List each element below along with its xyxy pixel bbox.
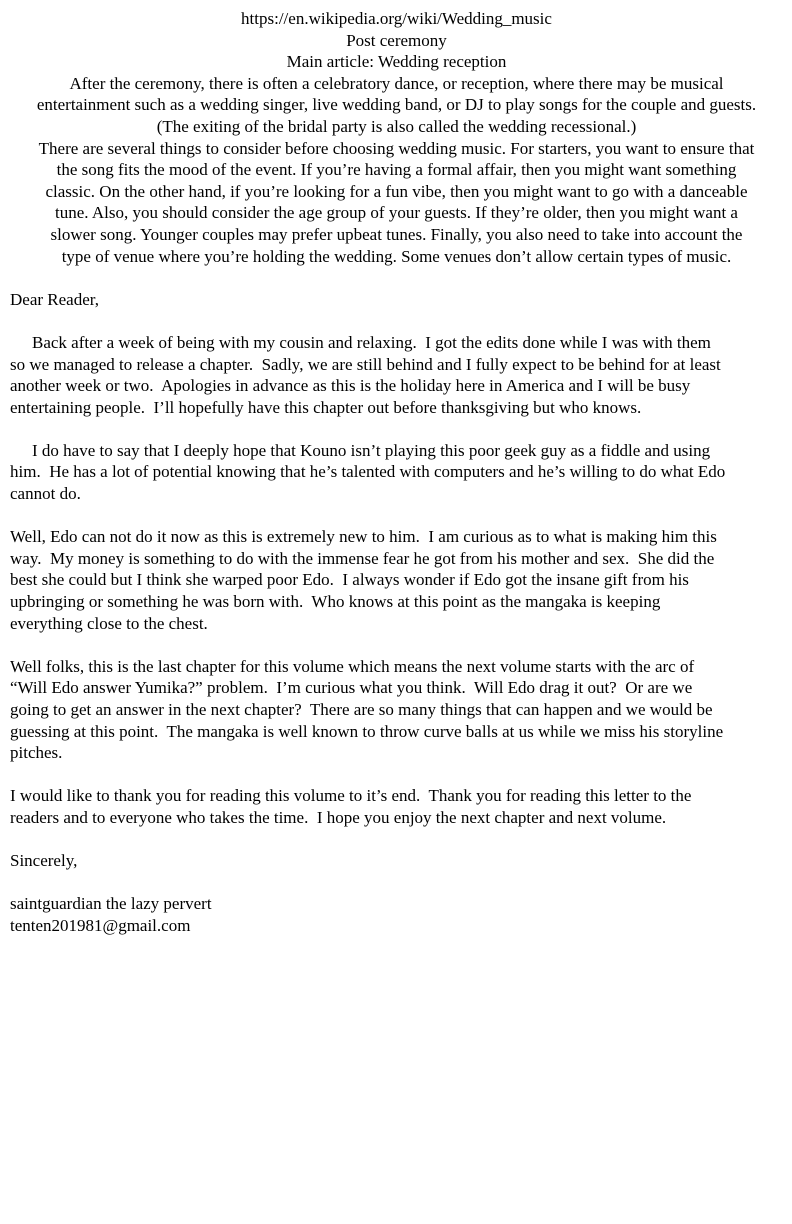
paragraph — [10, 526, 783, 634]
text-line: Post ceremony — [346, 30, 447, 50]
text-line: guessing at this point. The mangaka is well known to throw curve balls at us while we miss his storyline — [10, 721, 724, 741]
paragraph — [10, 656, 783, 764]
text-line: best she could but I think she warped poor Edo. I always wonder if Edo got the insane gift from his — [10, 570, 689, 590]
text-line: entertaining people. I’ll hopefully have this chapter out before thanksgiving but who knows. — [10, 397, 642, 417]
text-line: After the ceremony, there is often a celebratory dance, or reception, where there may be musical — [69, 73, 724, 93]
text-line: upbringing or something he was born with. Who knows at this point as the mangaka is keeping — [10, 592, 661, 612]
text-line: slower song. Younger couples may prefer upbeat tunes. Finally, you also need to take into account the — [50, 224, 743, 244]
salutation: Dear Reader, — [10, 289, 99, 309]
text-line: https://en.wikipedia.org/wiki/Wedding_music — [241, 9, 552, 28]
reader-letter — [10, 289, 783, 937]
paragraph — [10, 440, 783, 505]
text-line: going to get an answer in the next chapter? There are so many things that can happen and we would be — [10, 700, 713, 719]
closing: Sincerely, — [10, 851, 78, 871]
text-line: readers and to everyone who takes the time. I hope you enjoy the next chapter and next volume. — [10, 807, 667, 827]
text-line: classic. On the other hand, if you’re looking for a fun vibe, then you might want to go with a danceable — [45, 181, 748, 201]
text-line: type of venue where you’re holding the wedding. Some venues don’t allow certain types of music. — [61, 246, 732, 266]
text-line: another week or two. Apologies in advance as this is the holiday here in America and I will be busy — [10, 376, 691, 396]
text-line: entertainment such as a wedding singer, live wedding band, or DJ to play songs for the couple and guests. — [36, 95, 757, 115]
signature-email: tenten201981@gmail.com — [10, 915, 191, 935]
signature-name: saintguardian the lazy pervert — [10, 894, 212, 914]
wikipedia-excerpt-block — [10, 8, 783, 267]
text-line: There are several things to consider before choosing wedding music. For starters, you want to ensure that — [38, 138, 755, 158]
text-line: Well, Edo can not do it now as this is extremely new to him. I am curious as to what is making him this — [10, 527, 717, 547]
text-line: Main article: Wedding reception — [286, 52, 507, 72]
text-line: the song fits the mood of the event. If you’re having a formal affair, then you might want something — [56, 160, 737, 180]
text-line: I do have to say that I deeply hope that Kouno isn’t playing this poor geek guy as a fiddle and using — [32, 440, 711, 460]
letter-paragraphs — [10, 332, 783, 829]
text-line: so we managed to release a chapter. Sadly, we are still behind and I fully expect to be behind for at least — [10, 354, 721, 374]
text-line: Back after a week of being with my cousin and relaxing. I got the edits done while I was with them — [32, 332, 711, 352]
text-line: tune. Also, you should consider the age group of your guests. If they’re older, then you might want a — [55, 203, 738, 223]
text-line: pitches. — [10, 743, 63, 763]
signature-block — [10, 893, 783, 936]
text-line: I would like to thank you for reading this volume to it’s end. Thank you for reading this letter to the — [10, 786, 692, 806]
paragraph — [10, 785, 783, 828]
text-line: way. My money is something to do with the immense fear he got from his mother and sex. She did the — [10, 548, 715, 568]
text-line: cannot do. — [10, 484, 81, 504]
text-line: Well folks, this is the last chapter for this volume which means the next volume starts with the arc of — [10, 656, 695, 676]
text-line: “Will Edo answer Yumika?” problem. I’m curious what you think. Will Edo drag it out? Or are we — [10, 678, 693, 698]
text-line: him. He has a lot of potential knowing that he’s talented with computers and he’s willing to do what Edo — [10, 462, 726, 482]
text-line: (The exiting of the bridal party is also called the wedding recessional.) — [156, 116, 637, 136]
paragraph — [10, 332, 783, 418]
text-line: everything close to the chest. — [10, 613, 208, 633]
